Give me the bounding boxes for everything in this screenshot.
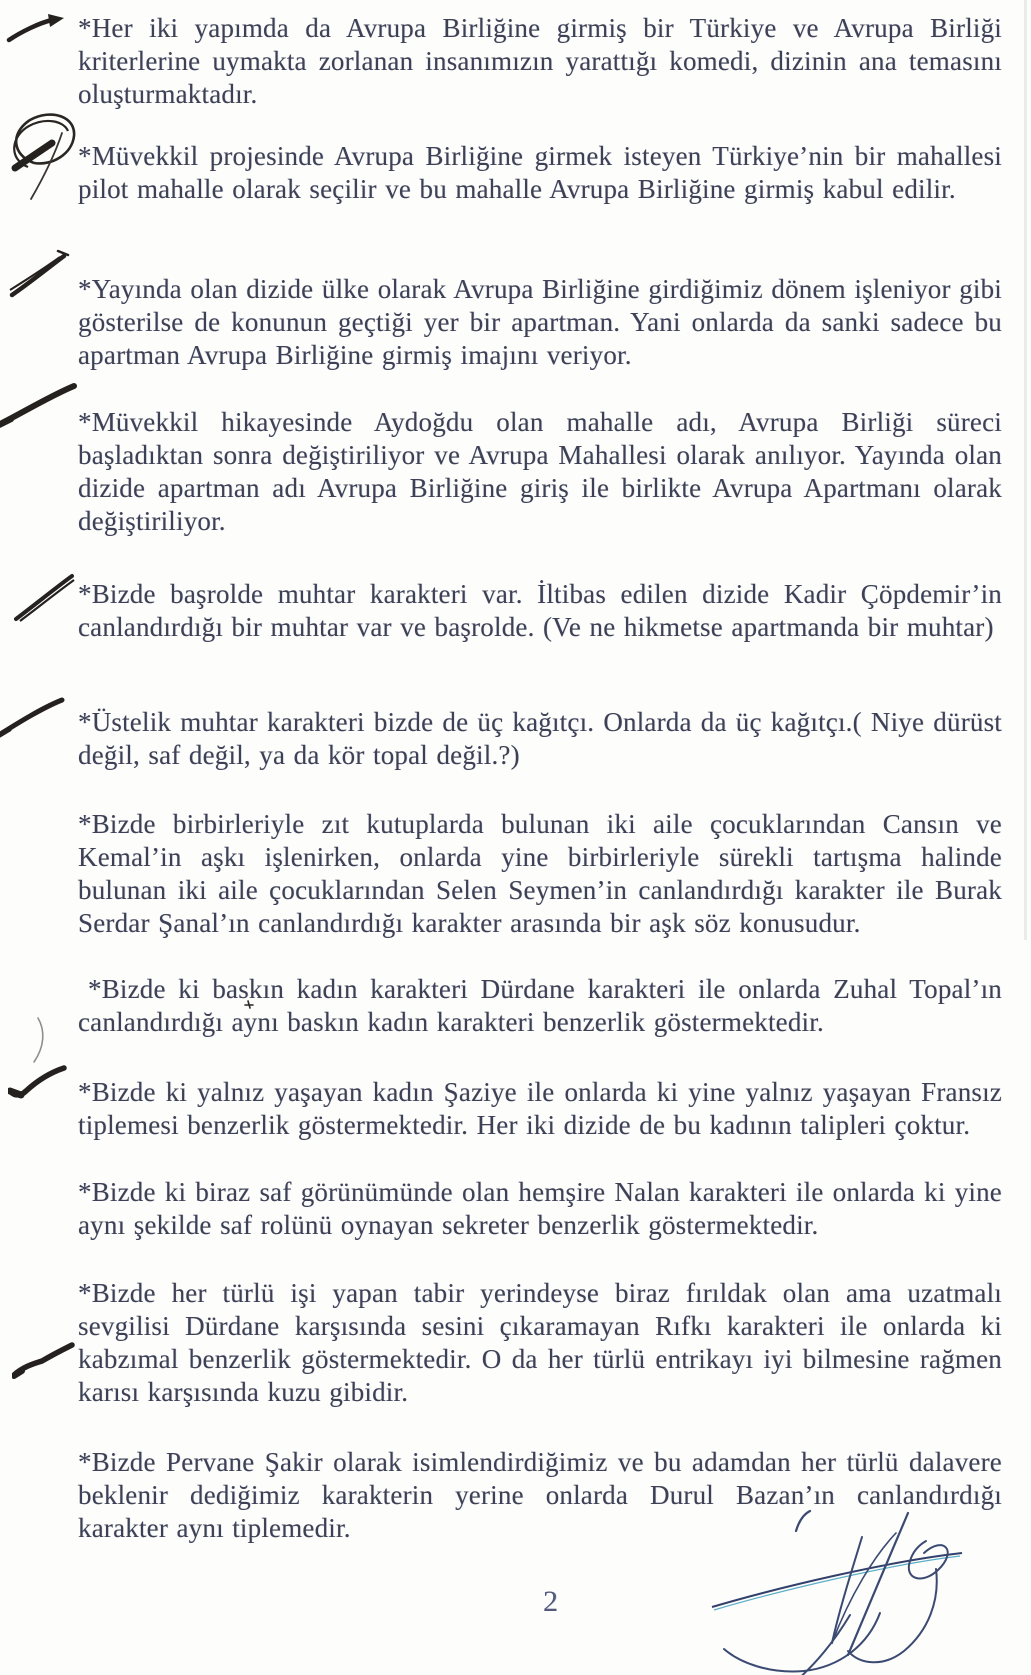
paragraph: *Bizde ki yalnız yaşayan kadın Şaziye ile onlarda ki yine yalnız yaşayan Fransız tiplemesi benzerlik göstermektedir. Her iki dizide de bu kadının talipleri çoktur. [78, 1077, 1002, 1140]
paragraph: *Üstelik muhtar karakteri bizde de üç kağıtçı. Onlarda da üç kağıtçı.( Niye dürüst değil, saf değil, ya da kör topal değil.?) [78, 707, 1002, 770]
paragraph: *Bizde birbirleriyle zıt kutuplarda bulunan iki aile çocuklarından Cansın ve Kemal’in aşkı işlenirken, onlarda yine birbirleriyle sürekli tartışma halinde bulunan iki aile çocuklarından Selen Seymen’in canlandırdığı karakter ile Burak Serdar Şanal’ın canlandırdığı karakter arasında bir aşk söz konusudur. [78, 809, 1002, 938]
ink-speck [243, 1000, 255, 1012]
paragraph: *Müvekkil hikayesinde Aydoğdu olan mahalle adı, Avrupa Birliği süreci başladıktan sonra değiştiriliyor ve Avrupa Mahallesi olarak anılıyor. Yayında olan dizide apartman adı Avrupa Birliğine giriş ile birlikte Avrupa Apartmanı olarak değiştiriliyor. [78, 407, 1002, 536]
check-mark-icon [0, 696, 66, 738]
slash-mark-icon [14, 572, 78, 624]
paragraph: *Bizde ki biraz saf görünümünde olan hemşire Nalan karakteri ile onlarda ki yine aynı şekilde saf rolünü oynayan sekreter benzerlik göstermektedir. [78, 1177, 1002, 1240]
paragraph: *Bizde Pervane Şakir olarak isimlendirdiğimiz ve bu adamdan her türlü dalavere beklenir dediğimiz karakterin yerine onlarda Durul Bazan’ın canlandırdığı karakter aynı tiplemedir. [78, 1447, 1002, 1543]
signature [700, 1495, 980, 1675]
scan-edge-artifact [1024, 0, 1027, 940]
paragraph: *Bizde her türlü işi yapan tabir yerindeyse biraz fırıldak olan ama uzatmalı sevgilisi Dürdane karşısında sesini çıkaramayan Rıfkı karakteri ile onlarda ki kabzımal benzerlik göstermektedir. O da her türlü entrikayı iyi bilmesine rağmen karısı karşısında kuzu gibidir. [78, 1278, 1002, 1407]
check-mark-icon [12, 1342, 76, 1380]
check-mark-icon [8, 1064, 68, 1100]
paragraph: *Yayında olan dizide ülke olarak Avrupa Birliğine girdiğimiz dönem işleniyor gibi gösterilse de konunun geçtiği yer bir apartman. Yani onlarda da sanki sadece bu apartman Avrupa Birliğine girmiş imajını veriyor. [78, 274, 1002, 370]
arrow-mark-icon [6, 10, 68, 48]
paragraph: *Bizde ki baskın kadın karakteri Dürdane karakteri ile onlarda Zuhal Topal’ın canlandırdığı aynı baskın kadın karakteri benzerlik göstermektedir. [78, 974, 1002, 1037]
paragraph: *Müvekkil projesinde Avrupa Birliğine girmek isteyen Türkiye’nin bir mahallesi pilot mahalle olarak seçilir ve bu mahalle Avrupa Birliğine girmiş kabul edilir. [78, 141, 1002, 204]
slash-mark-icon [8, 246, 74, 300]
paragraph: *Bizde başrolde muhtar karakteri var. İltibas edilen dizide Kadir Çöpdemir’in canlandırdığı bir muhtar var ve başrolde. (Ve ne hikmetse apartmanda bir muhtar) [78, 579, 1002, 642]
paragraph: *Her iki yapımda da Avrupa Birliğine girmiş bir Türkiye ve Avrupa Birliği kriterlerine uymakta zorlanan insanımızın yarattığı komedi, dizinin ana temasını oluşturmaktadır. [78, 13, 1002, 109]
paren-mark-icon [26, 1016, 50, 1066]
scribble-loop-mark-icon [2, 105, 86, 203]
long-slash-mark-icon [0, 380, 78, 428]
page-number: 2 [543, 1585, 558, 1618]
